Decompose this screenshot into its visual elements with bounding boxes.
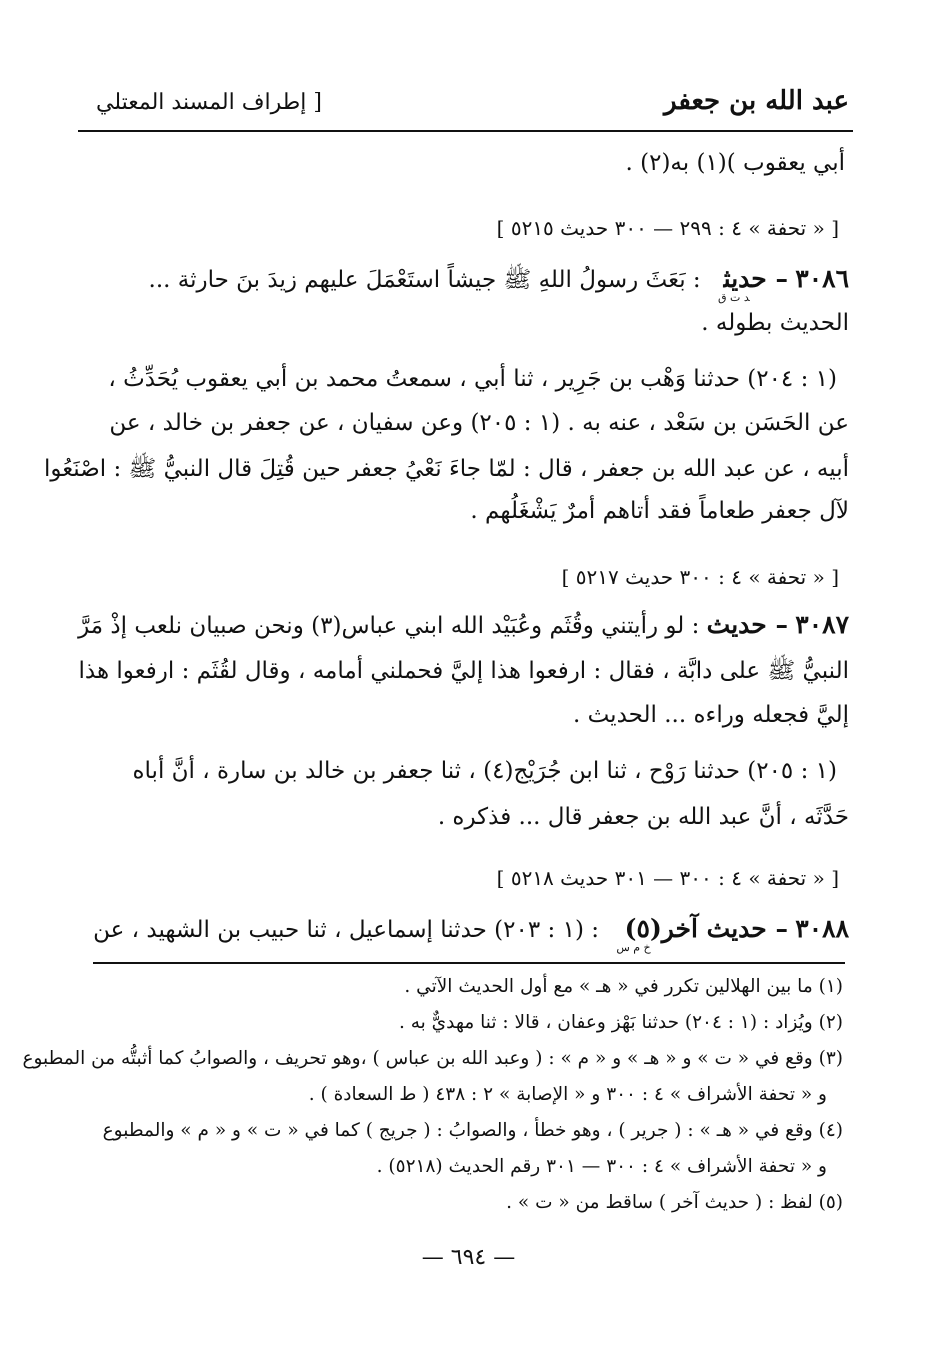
hadith-text-line: النبيُّ ﷺ على دابَّة ، فقال : ارفعوا هذا إليَّ فحملني أمامه ، وقال لقُثَم : ارفعوا هذا [78,658,849,684]
sanad-line: أبيه ، عن عبد الله بن جعفر ، قال : لمّا جاءَ نَعْيُ جعفر حين قُتِلَ قال النبيُّ ﷺ : اصْنَعُوا [43,456,849,482]
hadith-text: : (١ : ٢٠٣) حدثنا إسماعيل ، ثنا حبيب بن الشهيد ، عن [93,917,599,943]
hadith-text: : بَعَثَ رسولُ اللهِ ﷺ جيشاً استَعْمَلَ عليهم زيدَ بنَ حارثة ... [148,267,701,293]
sanad-line: (١ : ٢٠٥) حدثنا رَوْح ، ثنا ابن جُرَيْج(٤) ، ثنا جعفر بن خالد بن سارة ، أنَّ أباه [132,758,837,784]
hadith-number: ٣٠٨٧ [795,610,849,639]
sigla: خ م س [616,941,651,954]
sanad-line: حَدَّثَه ، أنَّ عبد الله بن جعفر قال ... فذكره . [437,804,849,830]
sanad-line: عن الحَسَن بن سَعْد ، عنه به . (١ : ٢٠٥) وعن سفيان ، عن جعفر بن خالد ، عن [109,410,849,436]
footnote: (٣) وقع في « ت » و « هـ » و « م » : ( وعبد الله بن عباس ) ،وهو تحريف ، والصوابُ كما أثبتُّه من المطبوع [22,1048,843,1069]
footnote: و « تحفة الأشراف » ٤ : ٣٠٠ — ٣٠١ رقم الحديث (٥٢١٨) . [376,1156,827,1177]
book-title: [ إطراف المسند المعتلي [96,90,322,115]
hadith-entry-heading: ٣٠٨٦ – حديث$_{د ت ق}$ : بَعَثَ رسولُ اللهِ ﷺ جيشاً استَعْمَلَ عليهم زيدَ بنَ حارثة ... [148,264,849,304]
page-number: — ٦٩٤ — [421,1245,516,1270]
chapter-title: عبد الله بن جعفر [664,86,849,116]
sigla: د ت ق [717,291,750,304]
footnote: و « تحفة الأشراف » ٤ : ٣٠٠ و « الإصابة » ٢ : ٤٣٨ ( ط السعادة ) . [308,1084,827,1105]
hadith-number: ٣٠٨٦ [795,264,849,293]
sanad-line: (١ : ٢٠٤) حدثنا وَهْب بن جَرِير ، ثنا أبي ، سمعتُ محمد بن أبي يعقوب يُحَدِّثُ ، [108,366,837,392]
hadith-label: حديث [706,610,767,639]
hadith-text: : لو رأيتني وقُثَم وعُبَيْد الله ابني عباس(٣) ونحن صبيان نلعب إذْ مَرَّ [78,613,700,639]
footnote-divider [93,962,845,964]
hadith-label: حديث [723,264,767,293]
tuhfa-reference: [ « تحفة » ٤ : ٣٠٠ — ٣٠١ حديث ٥٢١٨ ] [496,866,839,890]
sanad-line: لآل جعفر طعاماً فقد أتاهم أمرٌ يَشْغَلُهم . [470,498,849,524]
carryover-line: أبي يعقوب )(١) به(٢) . [625,150,845,176]
footnote: (٢) ويُزاد : (١ : ٢٠٤) حدثنا بَهْز وعفان ، قالا : ثنا مهديٌّ به . [398,1012,843,1033]
footnote: (٥) لفظ : ( حديث آخر ) ساقط من « ت » . [506,1192,843,1213]
hadith-entry-heading: ٣٠٨٨ – حديث $آخر(٥)_{خ م س}$ : (١ : ٢٠٣) حدثنا إسماعيل ، ثنا حبيب بن الشهيد ، عن [93,914,849,954]
tuhfa-reference: [ « تحفة » ٤ : ٣٠٠ حديث ٥٢١٧ ] [561,565,839,589]
hadith-text-line: الحديث بطوله . [701,310,849,336]
hadith-label: حديث آخر(٥) [624,914,767,943]
hadith-entry-heading: ٣٠٨٧ – حديث : لو رأيتني وقُثَم وعُبَيْد الله ابني عباس(٣) ونحن صبيان نلعب إذْ مَرَّ [78,610,849,639]
hadith-text-line: إليَّ فجعله وراءه ... الحديث . [572,702,849,728]
header-divider [78,130,853,132]
hadith-number: ٣٠٨٨ [795,914,849,943]
tuhfa-reference: [ « تحفة » ٤ : ٢٩٩ — ٣٠٠ حديث ٥٢١٥ ] [496,216,839,240]
footnote: (١) ما بين الهلالين تكرر في « هـ » مع أول الحديث الآتي . [404,976,843,997]
footnote: (٤) وقع في « هـ » : ( جرير ) ، وهو خطأ ، والصوابُ : ( جريج ) كما في « ت » و « م » والمطبوع [102,1120,843,1141]
